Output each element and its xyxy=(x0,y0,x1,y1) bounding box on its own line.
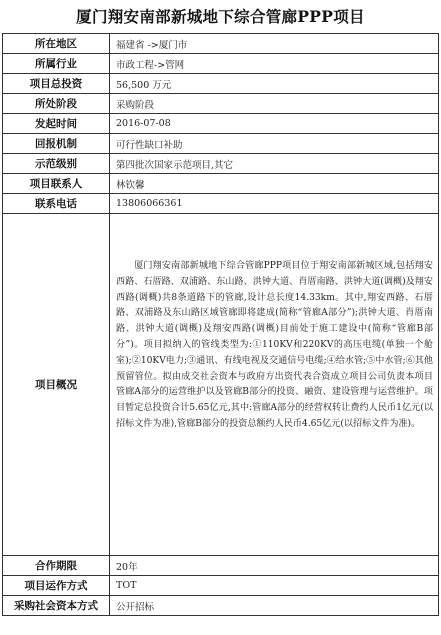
page-title: 厦门翔安南部新城地下综合管廊PPP项目 xyxy=(76,7,365,26)
table-row-demo-level xyxy=(3,154,439,174)
launch-date-label: 发起时间 xyxy=(3,114,110,134)
table-row-launch-date xyxy=(3,114,439,134)
demo-level-value: 第四批次国家示范项目,其它 xyxy=(110,154,439,174)
procurement-method-value: 公开招标 xyxy=(110,596,439,616)
demo-level-label: 示范级别 xyxy=(3,154,110,174)
table-row-industry xyxy=(3,54,439,74)
table-row-contact-person xyxy=(3,174,439,194)
region-value: 福建省 ->厦门市 xyxy=(110,34,439,54)
contact-phone-value: 13806066361 xyxy=(110,194,439,214)
procurement-method-label: 采购社会资本方式 xyxy=(3,596,110,616)
table-row-stage xyxy=(3,94,439,114)
cooperation-period-label: 合作期限 xyxy=(3,556,110,576)
operation-mode-value: TOT xyxy=(110,576,439,596)
table-row-overview xyxy=(3,214,439,556)
contact-person-label: 项目联系人 xyxy=(3,174,110,194)
contact-person-value: 林钦馨 xyxy=(110,174,439,194)
launch-date-value: 2016-07-08 xyxy=(110,114,439,134)
return-mechanism-value: 可行性缺口补助 xyxy=(110,134,439,154)
return-mechanism-label: 回报机制 xyxy=(3,134,110,154)
cooperation-period-value: 20年 xyxy=(110,556,439,576)
overview-text: 厦门翔安南部新城地下综合管廊PPP项目位于翔安南部新城区域,包括翔安西路、石厝路、双浦路、东山路、洪钟大道、肖厝南路、洪钟大道(调概)及翔安西路(调概)共8条道路下的管廊,设计总长度14.33km。其中,翔安西路、石厝路、双浦路及东山路区域管廊即将建成(简称“管廊A部分”);洪钟大道、肖厝南路、洪钟大道(调概)及翔安西路(调概)目前处于施工建设中(简称“管廊B部分”)。项目拟纳入的管线类型为:①110KV和220KV的高压电缆(单独一个舱室);②10KV电力;③通讯、有线电视及交通信号电缆;④给水管;⑤中水管;⑥其他预留管位。拟由成交社会资本与政府方出资代表合资成立项目公司负责本项目管廊A部分的运营维护以及管廊B部分的投资、融资、建设管理与运营维护。项目暂定总投资合计5.65亿元,其中:管廊A部分的经营权转让费约人民币1亿元(以招标文件为准),管廊B部分的投资总额约人民币4.65亿元(以招标文件为准)。 xyxy=(116,261,433,429)
table-row-procurement-method xyxy=(3,596,439,616)
total-investment-label: 项目总投资 xyxy=(3,74,110,94)
industry-label: 所属行业 xyxy=(3,54,110,74)
table-row-operation-mode xyxy=(3,576,439,596)
operation-mode-label: 项目运作方式 xyxy=(3,576,110,596)
contact-phone-label: 联系电话 xyxy=(3,194,110,214)
table-row-contact-phone xyxy=(3,194,439,214)
overview-cell xyxy=(110,214,439,556)
project-info-table xyxy=(2,33,439,616)
total-investment-value: 56,500 万元 xyxy=(110,74,439,94)
overview-label: 项目概况 xyxy=(3,214,110,556)
industry-value: 市政工程->管网 xyxy=(110,54,439,74)
stage-label: 所处阶段 xyxy=(3,94,110,114)
stage-value: 采购阶段 xyxy=(110,94,439,114)
region-label: 所在地区 xyxy=(3,34,110,54)
table-row-total-investment xyxy=(3,74,439,94)
table-row-region xyxy=(3,34,439,54)
table-row-return-mechanism xyxy=(3,134,439,154)
table-row-cooperation-period xyxy=(3,556,439,576)
